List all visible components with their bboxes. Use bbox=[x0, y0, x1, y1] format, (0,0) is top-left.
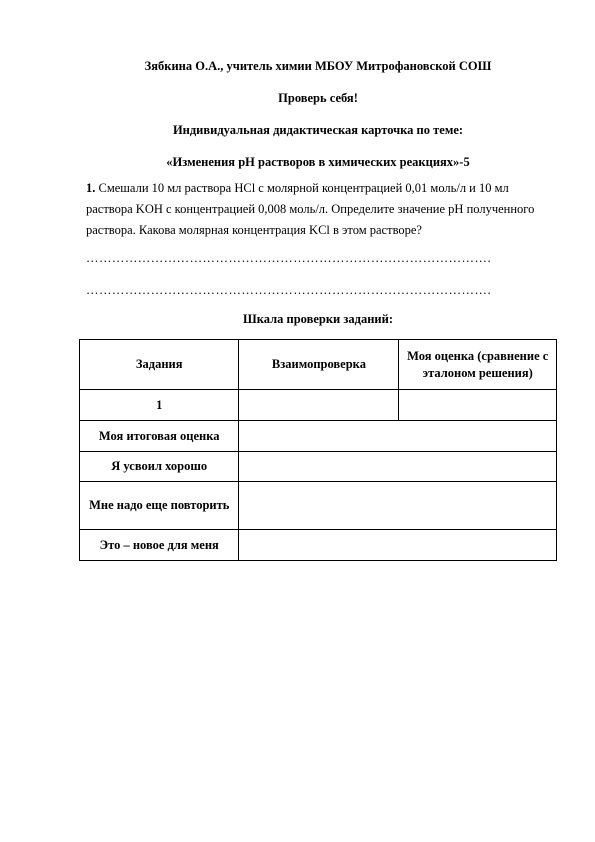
table-row bbox=[80, 421, 557, 452]
row-label-final-grade: Моя итоговая оценка bbox=[80, 421, 239, 452]
card-title: Индивидуальная дидактическая карточка по теме: bbox=[172, 123, 464, 137]
peer-check-cell[interactable] bbox=[239, 390, 399, 421]
learned-well-cell[interactable] bbox=[239, 452, 557, 482]
task-number-cell: 1 bbox=[80, 390, 239, 421]
final-grade-cell[interactable] bbox=[239, 421, 557, 452]
task-text bbox=[86, 178, 546, 241]
task-body: Смешали 10 мл раствора HCl с молярной концентрацией 0,01 моль/л и 10 мл раствора KOH с концентрацией 0,008 моль/л. Определите значение рН полученного раствора. Какова молярная концентрация KCl в этом растворе? bbox=[86, 181, 535, 237]
answer-line-2: …………………………………………………………………………………. bbox=[86, 283, 492, 297]
header-cell-tasks: Задания bbox=[80, 340, 239, 390]
answer-line-1: …………………………………………………………………………………. bbox=[86, 251, 492, 265]
need-repeat-cell[interactable] bbox=[239, 482, 557, 530]
author-line: Зябкина О.А., учитель химии МБОУ Митрофановской СОШ bbox=[144, 59, 492, 73]
row-label-new-for-me: Это – новое для меня bbox=[80, 530, 239, 561]
header-cell-self-grade: Моя оценка (сравнение с эталоном решения) bbox=[399, 340, 557, 390]
scale-title: Шкала проверки заданий: bbox=[243, 312, 393, 326]
table-header-row bbox=[80, 340, 557, 390]
table-row bbox=[80, 452, 557, 482]
row-label-learned-well: Я усвоил хорошо bbox=[80, 452, 239, 482]
new-for-me-cell[interactable] bbox=[239, 530, 557, 561]
check-title: Проверь себя! bbox=[278, 91, 358, 105]
topic-title: «Изменения рН растворов в химических реакциях»-5 bbox=[166, 155, 470, 169]
task-number: 1. bbox=[86, 181, 96, 195]
header-cell-peer-check: Взаимопроверка bbox=[239, 340, 399, 390]
table-row bbox=[80, 530, 557, 561]
row-label-need-repeat: Мне надо еще повторить bbox=[80, 482, 239, 530]
self-grade-cell[interactable] bbox=[399, 390, 557, 421]
table-row bbox=[80, 482, 557, 530]
check-table bbox=[79, 339, 557, 561]
table-row bbox=[80, 390, 557, 421]
